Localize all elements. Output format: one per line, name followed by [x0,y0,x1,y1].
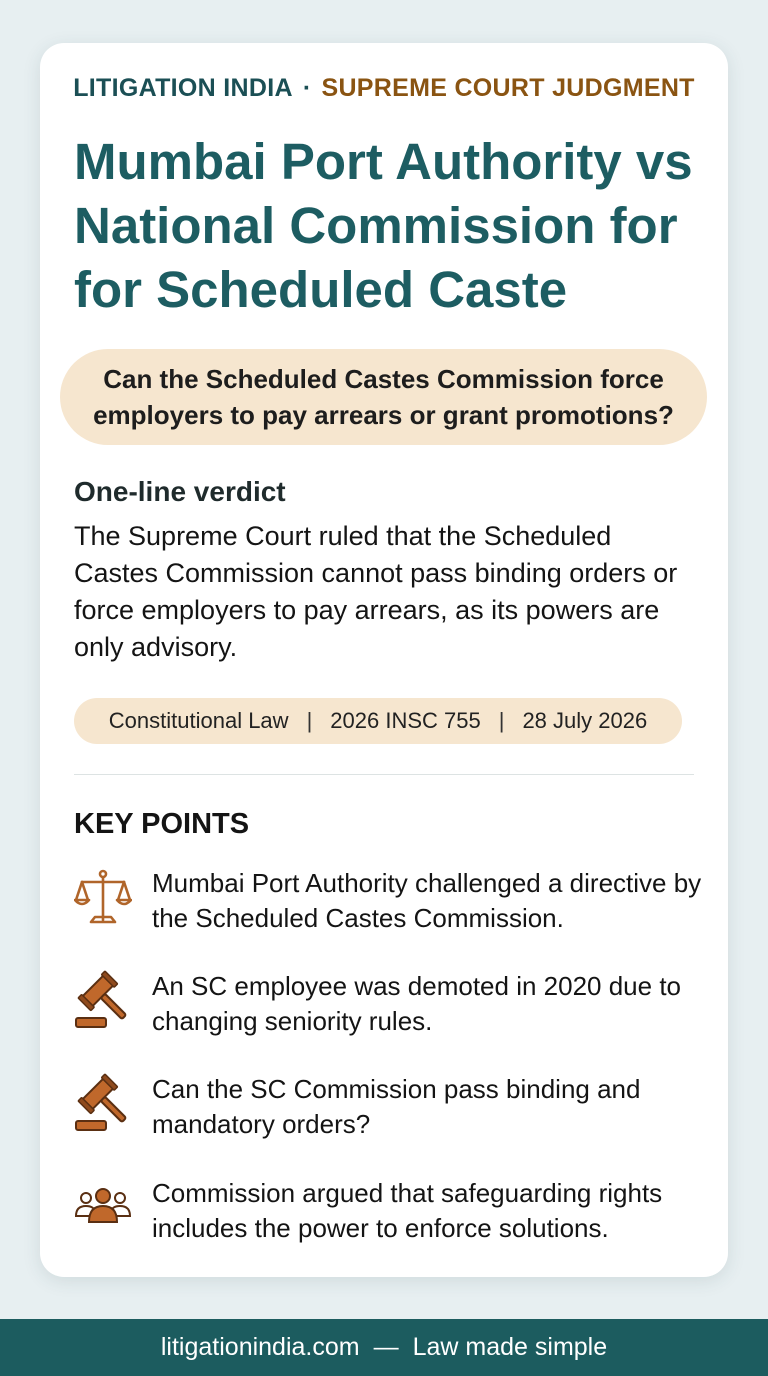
key-point-text: Mumbai Port Authority challenged a directive by the Scheduled Castes Commission. [152,868,702,933]
footer-tagline: Law made simple [412,1333,608,1361]
footer-site-link[interactable]: litigationindia.com [160,1333,360,1361]
key-point-text: Commission argued that safeguarding rights includes the power to enforce solutions. [152,1178,663,1243]
question-banner [60,349,707,445]
eyebrow [0,74,768,103]
divider [74,774,694,775]
meta-pill [74,698,682,744]
meta-citation: 2026 INSC 755 [330,708,481,733]
verdict-heading: One-line verdict [74,476,286,507]
meta-area: Constitutional Law [108,708,289,733]
question-text: Can the Scheduled Castes Commission force employers to pay arrears or grant promotions? [93,364,674,430]
case-title: Mumbai Port Authority vs National Commission for for Scheduled Caste [74,133,693,318]
key-points-heading: KEY POINTS [74,808,250,840]
scales-icon [74,866,132,926]
people-icon [74,1176,132,1236]
key-point-text: An SC employee was demoted in 2020 due to changing seniority rules. [152,971,682,1036]
meta-date: 28 July 2026 [522,708,648,733]
verdict-text: The Supreme Court ruled that the Scheduled Castes Commission cannot pass binding orders or force employers to pay arrears, as its powers are only advisory. [74,521,678,662]
category-label: SUPREME COURT JUDGMENT [321,74,695,102]
key-point-text: Can the SC Commission pass binding and mandatory orders? [152,1074,641,1139]
footer-dash: — [373,1333,399,1361]
publication-name: LITIGATION INDIA [73,74,293,102]
eyebrow-separator: · [302,74,312,102]
gavel-icon [74,1072,132,1132]
meta-separator: | [306,708,313,733]
meta-separator: | [498,708,505,733]
footer-bar [0,1319,768,1376]
gavel-icon [74,969,132,1029]
